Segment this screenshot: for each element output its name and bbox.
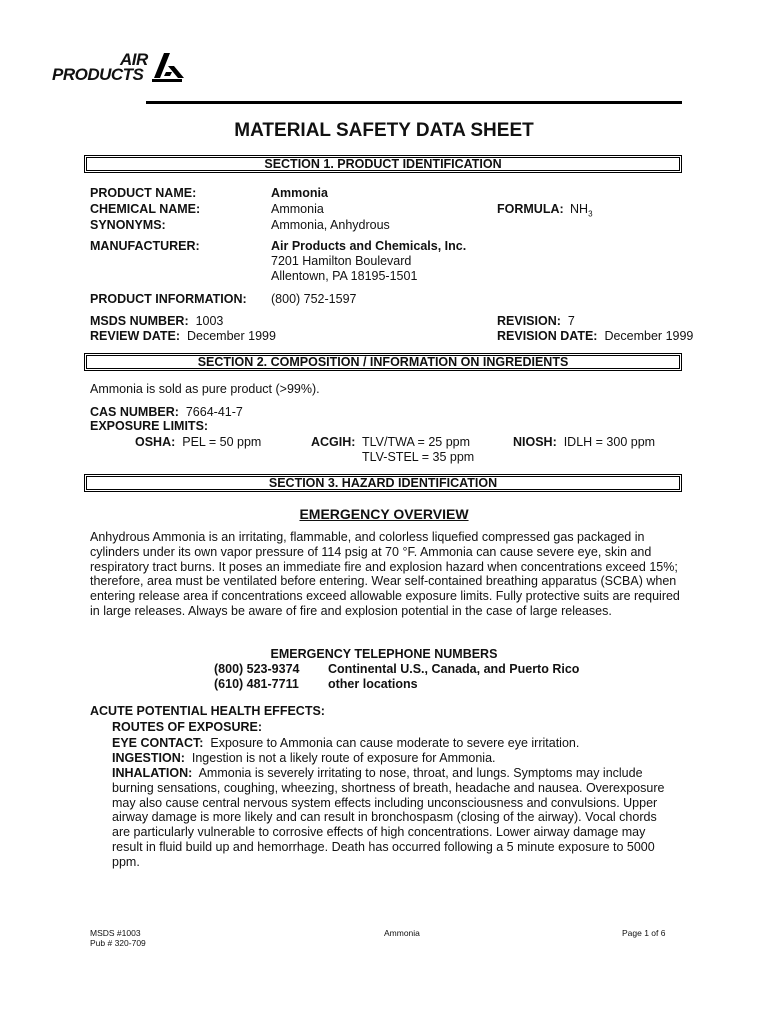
chemical-name-label: CHEMICAL NAME: <box>90 202 201 216</box>
emergency-phone-1: (800) 523-9374 <box>214 662 300 676</box>
logo-text-air: AIR <box>120 50 148 69</box>
acgih-twa: TLV/TWA = 25 ppm <box>362 435 471 449</box>
osha-value: PEL = 50 ppm <box>182 435 262 449</box>
inhalation-text: Ammonia is severely irritating to nose, throat, and lungs. Symptoms may include burning sensations, coughing, wheezing, shortness of breath, headache and nausea. Overexposure may also cause central nervous system effects including unconsciousness and convulsions. Upper airway damage is more likely and can result in bronchospasm (closing of the airway). Vocal chords are particularly vulnerable to corrosive effects of high concentrations. Lower airway damage may result in fluid build up and hemorrhage. Death has occurred following a 5 minute exposure to 5000 ppm. <box>112 766 665 869</box>
manufacturer-address2: Allentown, PA 18195-1501 <box>271 269 418 283</box>
section2-heading: SECTION 2. COMPOSITION / INFORMATION ON INGREDIENTS <box>84 353 682 371</box>
chemical-name-value: Ammonia <box>271 202 324 216</box>
product-name-value: Ammonia <box>271 186 328 200</box>
emergency-phone-2-desc: other locations <box>328 677 418 691</box>
formula-main: NH <box>570 202 589 216</box>
formula-subscript: 3 <box>588 209 593 219</box>
product-name-label: PRODUCT NAME: <box>90 186 197 200</box>
review-date-label: REVIEW DATE: <box>90 329 181 343</box>
company-logo <box>52 50 192 90</box>
revision-date-label: REVISION DATE: <box>497 329 598 343</box>
footer-center: Ammonia <box>384 928 420 938</box>
revision-date-value: December 1999 <box>604 329 694 343</box>
revision-date <box>497 329 693 343</box>
ingestion <box>112 751 496 765</box>
emergency-telephone-title: EMERGENCY TELEPHONE NUMBERS <box>270 647 498 661</box>
ingestion-text: Ingestion is not a likely route of exposure for Ammonia. <box>191 751 496 765</box>
section3-heading: SECTION 3. HAZARD IDENTIFICATION <box>84 474 682 492</box>
synonyms-value: Ammonia, Anhydrous <box>271 218 390 232</box>
acgih-label: ACGIH: <box>311 435 356 449</box>
manufacturer-name: Air Products and Chemicals, Inc. <box>271 239 467 253</box>
inhalation-label: INHALATION: <box>112 766 193 780</box>
osha-limit <box>135 435 261 449</box>
niosh-value: IDLH = 300 ppm <box>563 435 656 449</box>
formula-value <box>570 202 593 219</box>
logo-mark-icon <box>148 52 186 84</box>
footer-pub: Pub # 320-709 <box>90 938 146 948</box>
emergency-overview-title: EMERGENCY OVERVIEW <box>299 506 469 522</box>
manufacturer-address1: 7201 Hamilton Boulevard <box>271 254 412 268</box>
osha-label: OSHA: <box>135 435 176 449</box>
logo-text-products: PRODUCTS <box>52 65 144 84</box>
eye-contact-label: EYE CONTACT: <box>112 736 204 750</box>
cas-number-value: 7664-41-7 <box>185 405 243 419</box>
niosh-label: NIOSH: <box>513 435 557 449</box>
header-rule <box>146 101 682 104</box>
cas-number-label: CAS NUMBER: <box>90 405 179 419</box>
composition-intro: Ammonia is sold as pure product (>99%). <box>90 382 320 396</box>
acute-effects-label: ACUTE POTENTIAL HEALTH EFFECTS: <box>90 704 325 718</box>
niosh-limit <box>513 435 655 449</box>
emergency-phone-2: (610) 481-7711 <box>214 677 299 691</box>
msds-number-label: MSDS NUMBER: <box>90 314 189 328</box>
emergency-overview-text: Anhydrous Ammonia is an irritating, flammable, and colorless liquefied compressed gas packaged in cylinders under its own vapor pressure of 114 psig at 70 °F. Ammonia can cause severe eye, skin and respiratory tract burns. It poses an immediate fire and explosion hazard when concentrations exceed 15%; therefore, area must be ventilated before entering. Wear self-contained breathing apparatus (SCBA) when entering release area if concentrations exceed allowable exposure limits. Fully protective suits are required in large releases. Always be aware of fire and explosion potential in the case of large releases. <box>90 530 680 618</box>
section1-heading: SECTION 1. PRODUCT IDENTIFICATION <box>84 155 682 173</box>
review-date <box>90 329 276 343</box>
review-date-value: December 1999 <box>187 329 276 343</box>
footer-msds: MSDS #1003 <box>90 928 141 938</box>
revision-value: 7 <box>567 314 575 328</box>
product-info-label: PRODUCT INFORMATION: <box>90 292 247 306</box>
msds-number <box>90 314 223 328</box>
revision-label: REVISION: <box>497 314 561 328</box>
revision <box>497 314 575 328</box>
footer-page: Page 1 of 6 <box>622 928 666 938</box>
routes-label: ROUTES OF EXPOSURE: <box>112 720 263 734</box>
exposure-limits-label: EXPOSURE LIMITS: <box>90 419 209 433</box>
eye-contact <box>112 736 579 750</box>
synonyms-label: SYNONYMS: <box>90 218 166 232</box>
product-info-value: (800) 752-1597 <box>271 292 357 306</box>
cas-number <box>90 405 243 419</box>
formula-label: FORMULA: <box>497 202 564 216</box>
inhalation <box>112 766 674 870</box>
ingestion-label: INGESTION: <box>112 751 185 765</box>
emergency-phone-1-desc: Continental U.S., Canada, and Puerto Rico <box>328 662 580 676</box>
msds-number-value: 1003 <box>195 314 224 328</box>
eye-contact-text: Exposure to Ammonia can cause moderate to severe eye irritation. <box>210 736 580 750</box>
page-title: MATERIAL SAFETY DATA SHEET <box>234 120 534 141</box>
manufacturer-label: MANUFACTURER: <box>90 239 200 253</box>
acgih-stel: TLV-STEL = 35 ppm <box>362 450 475 464</box>
